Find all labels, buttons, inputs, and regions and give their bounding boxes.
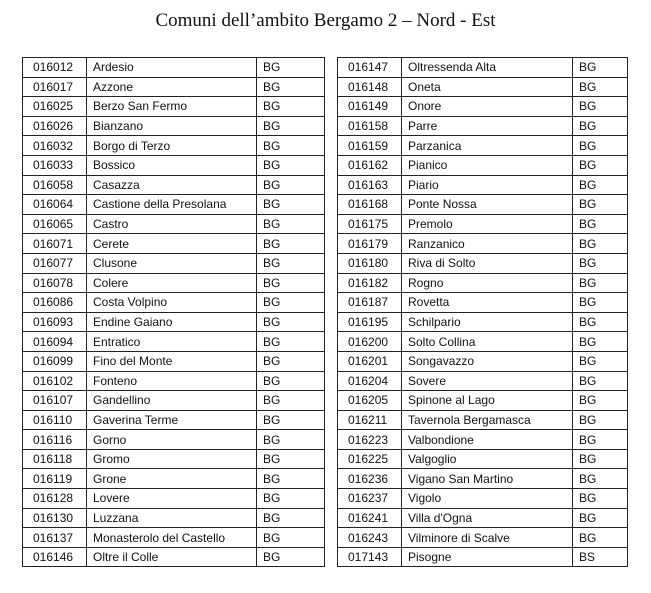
- province-code: BG: [573, 136, 628, 156]
- municipality-name: Bossico: [87, 155, 257, 175]
- municipality-name: Spinone al Lago: [402, 391, 573, 411]
- table-row: [23, 410, 325, 430]
- municipality-name: Luzzana: [87, 508, 257, 528]
- province-code: BG: [257, 214, 325, 234]
- municipality-name: Vilminore di Scalve: [402, 528, 573, 548]
- province-code: BG: [573, 175, 628, 195]
- province-code: BG: [573, 77, 628, 97]
- province-code: BG: [257, 410, 325, 430]
- table-row: [23, 97, 325, 117]
- province-code: BG: [257, 449, 325, 469]
- province-code: BG: [573, 234, 628, 254]
- municipality-name: Oltre il Colle: [87, 547, 257, 567]
- table-row: [338, 528, 628, 548]
- table-row: [338, 410, 628, 430]
- municipality-code: 017143: [338, 547, 402, 567]
- table-row: [338, 195, 628, 215]
- province-code: BG: [257, 273, 325, 293]
- table-row: [23, 293, 325, 313]
- municipality-code: 016211: [338, 410, 402, 430]
- municipality-name: Castro: [87, 214, 257, 234]
- table-row: [23, 508, 325, 528]
- municipality-code: 016204: [338, 371, 402, 391]
- province-code: BG: [573, 97, 628, 117]
- province-code: BG: [573, 116, 628, 136]
- province-code: BG: [573, 273, 628, 293]
- table-row: [338, 136, 628, 156]
- municipality-code: 016094: [23, 332, 87, 352]
- municipality-code: 016025: [23, 97, 87, 117]
- municipality-name: Ranzanico: [402, 234, 573, 254]
- table-row: [23, 449, 325, 469]
- province-code: BG: [573, 332, 628, 352]
- province-code: BG: [257, 312, 325, 332]
- municipality-name: Pisogne: [402, 547, 573, 567]
- province-code: BG: [257, 58, 325, 78]
- table-row: [23, 214, 325, 234]
- table-row: [23, 77, 325, 97]
- province-code: BG: [573, 155, 628, 175]
- municipality-code: 016130: [23, 508, 87, 528]
- municipality-name: Ponte Nossa: [402, 195, 573, 215]
- municipality-code: 016175: [338, 214, 402, 234]
- province-code: BG: [257, 508, 325, 528]
- table-row: [338, 508, 628, 528]
- municipality-name: Valbondione: [402, 430, 573, 450]
- municipality-code: 016078: [23, 273, 87, 293]
- table-row: [338, 77, 628, 97]
- table-row: [23, 195, 325, 215]
- table-row: [338, 234, 628, 254]
- province-code: BG: [573, 214, 628, 234]
- table-row: [338, 469, 628, 489]
- municipality-code: 016026: [23, 116, 87, 136]
- table-row: [23, 116, 325, 136]
- table-row: [338, 489, 628, 509]
- municipality-name: Solto Collina: [402, 332, 573, 352]
- municipality-name: Vigolo: [402, 489, 573, 509]
- municipality-code: 016236: [338, 469, 402, 489]
- province-code: BG: [573, 312, 628, 332]
- province-code: BS: [573, 547, 628, 567]
- table-row: [23, 253, 325, 273]
- municipality-name: Gaverina Terme: [87, 410, 257, 430]
- municipality-name: Grone: [87, 469, 257, 489]
- table-row: [23, 469, 325, 489]
- province-code: BG: [573, 449, 628, 469]
- table-row: [23, 547, 325, 567]
- municipality-code: 016116: [23, 430, 87, 450]
- municipality-name: Sovere: [402, 371, 573, 391]
- left-table-body: [23, 58, 325, 567]
- province-code: BG: [257, 175, 325, 195]
- municipality-code: 016241: [338, 508, 402, 528]
- municipality-name: Pianico: [402, 155, 573, 175]
- municipality-name: Cerete: [87, 234, 257, 254]
- municipality-name: Bianzano: [87, 116, 257, 136]
- municipality-name: Monasterolo del Castello: [87, 528, 257, 548]
- municipality-name: Riva di Solto: [402, 253, 573, 273]
- province-code: BG: [257, 116, 325, 136]
- province-code: BG: [573, 528, 628, 548]
- table-row: [338, 214, 628, 234]
- municipality-name: Rovetta: [402, 293, 573, 313]
- municipality-code: 016012: [23, 58, 87, 78]
- municipality-name: Songavazzo: [402, 351, 573, 371]
- province-code: BG: [257, 547, 325, 567]
- municipality-code: 016065: [23, 214, 87, 234]
- province-code: BG: [257, 430, 325, 450]
- municipality-name: Borgo di Terzo: [87, 136, 257, 156]
- municipality-code: 016099: [23, 351, 87, 371]
- table-row: [23, 332, 325, 352]
- table-row: [23, 58, 325, 78]
- table-row: [338, 253, 628, 273]
- province-code: BG: [573, 253, 628, 273]
- municipality-code: 016146: [23, 547, 87, 567]
- municipality-name: Schilpario: [402, 312, 573, 332]
- municipality-code: 016077: [23, 253, 87, 273]
- table-row: [338, 449, 628, 469]
- province-code: BG: [257, 469, 325, 489]
- province-code: BG: [257, 253, 325, 273]
- municipality-code: 016163: [338, 175, 402, 195]
- municipality-code: 016158: [338, 116, 402, 136]
- table-row: [338, 430, 628, 450]
- table-row: [338, 116, 628, 136]
- table-row: [338, 391, 628, 411]
- municipality-name: Gandellino: [87, 391, 257, 411]
- municipality-code: 016110: [23, 410, 87, 430]
- table-row: [338, 351, 628, 371]
- municipality-name: Vigano San Martino: [402, 469, 573, 489]
- municipality-name: Rogno: [402, 273, 573, 293]
- province-code: BG: [257, 293, 325, 313]
- right-table-body: [338, 58, 628, 567]
- municipality-name: Costa Volpino: [87, 293, 257, 313]
- province-code: BG: [257, 97, 325, 117]
- municipality-name: Villa d'Ogna: [402, 508, 573, 528]
- municipality-code: 016195: [338, 312, 402, 332]
- municipality-code: 016147: [338, 58, 402, 78]
- table-row: [23, 371, 325, 391]
- municipality-code: 016137: [23, 528, 87, 548]
- table-row: [338, 332, 628, 352]
- province-code: BG: [257, 489, 325, 509]
- table-row: [338, 175, 628, 195]
- province-code: BG: [573, 195, 628, 215]
- table-row: [23, 391, 325, 411]
- province-code: BG: [257, 234, 325, 254]
- municipality-code: 016205: [338, 391, 402, 411]
- table-row: [338, 371, 628, 391]
- municipality-code: 016032: [23, 136, 87, 156]
- municipality-name: Azzone: [87, 77, 257, 97]
- province-code: BG: [257, 155, 325, 175]
- table-row: [23, 234, 325, 254]
- municipality-name: Fino del Monte: [87, 351, 257, 371]
- municipality-code: 016223: [338, 430, 402, 450]
- municipality-code: 016201: [338, 351, 402, 371]
- municipality-code: 016179: [338, 234, 402, 254]
- province-code: BG: [573, 469, 628, 489]
- municipality-name: Oneta: [402, 77, 573, 97]
- province-code: BG: [573, 391, 628, 411]
- province-code: BG: [573, 410, 628, 430]
- municipality-name: Casazza: [87, 175, 257, 195]
- table-row: [338, 97, 628, 117]
- municipality-code: 016128: [23, 489, 87, 509]
- municipality-name: Clusone: [87, 253, 257, 273]
- municipality-name: Castione della Presolana: [87, 195, 257, 215]
- municipality-code: 016182: [338, 273, 402, 293]
- table-row: [338, 547, 628, 567]
- municipality-name: Endine Gaiano: [87, 312, 257, 332]
- table-row: [23, 175, 325, 195]
- municipality-name: Onore: [402, 97, 573, 117]
- municipality-name: Colere: [87, 273, 257, 293]
- left-municipality-table: [22, 57, 325, 567]
- province-code: BG: [257, 351, 325, 371]
- municipality-code: 016093: [23, 312, 87, 332]
- municipality-code: 016058: [23, 175, 87, 195]
- table-row: [338, 155, 628, 175]
- municipality-name: Premolo: [402, 214, 573, 234]
- municipality-name: Tavernola Bergamasca: [402, 410, 573, 430]
- table-row: [23, 312, 325, 332]
- table-row: [23, 273, 325, 293]
- table-row: [23, 351, 325, 371]
- municipality-code: 016225: [338, 449, 402, 469]
- table-row: [338, 273, 628, 293]
- municipality-name: Berzo San Fermo: [87, 97, 257, 117]
- municipality-code: 016033: [23, 155, 87, 175]
- province-code: BG: [573, 489, 628, 509]
- municipality-name: Gorno: [87, 430, 257, 450]
- municipality-name: Ardesio: [87, 58, 257, 78]
- table-row: [23, 136, 325, 156]
- municipality-name: Parzanica: [402, 136, 573, 156]
- municipality-code: 016168: [338, 195, 402, 215]
- municipality-code: 016159: [338, 136, 402, 156]
- province-code: BG: [257, 77, 325, 97]
- municipality-name: Fonteno: [87, 371, 257, 391]
- table-row: [23, 489, 325, 509]
- municipality-code: 016187: [338, 293, 402, 313]
- municipality-name: Gromo: [87, 449, 257, 469]
- table-row: [338, 312, 628, 332]
- municipality-name: Parre: [402, 116, 573, 136]
- province-code: BG: [573, 508, 628, 528]
- municipality-name: Valgoglio: [402, 449, 573, 469]
- municipality-code: 016064: [23, 195, 87, 215]
- municipality-code: 016148: [338, 77, 402, 97]
- table-row: [338, 293, 628, 313]
- municipality-name: Oltressenda Alta: [402, 58, 573, 78]
- province-code: BG: [573, 371, 628, 391]
- municipality-code: 016102: [23, 371, 87, 391]
- table-row: [338, 58, 628, 78]
- province-code: BG: [257, 136, 325, 156]
- municipality-code: 016119: [23, 469, 87, 489]
- municipality-code: 016237: [338, 489, 402, 509]
- municipality-code: 016118: [23, 449, 87, 469]
- province-code: BG: [573, 430, 628, 450]
- province-code: BG: [257, 528, 325, 548]
- municipality-code: 016200: [338, 332, 402, 352]
- province-code: BG: [257, 195, 325, 215]
- province-code: BG: [573, 293, 628, 313]
- page-title: Comuni dell’ambito Bergamo 2 – Nord - Est: [155, 10, 496, 31]
- province-code: BG: [573, 58, 628, 78]
- province-code: BG: [573, 351, 628, 371]
- municipality-code: 016149: [338, 97, 402, 117]
- municipality-code: 016017: [23, 77, 87, 97]
- table-row: [23, 155, 325, 175]
- municipality-code: 016162: [338, 155, 402, 175]
- municipality-code: 016180: [338, 253, 402, 273]
- province-code: BG: [257, 332, 325, 352]
- municipality-code: 016071: [23, 234, 87, 254]
- municipality-code: 016086: [23, 293, 87, 313]
- municipality-name: Entratico: [87, 332, 257, 352]
- right-municipality-table: [337, 57, 628, 567]
- municipality-code: 016243: [338, 528, 402, 548]
- municipality-name: Lovere: [87, 489, 257, 509]
- table-row: [23, 528, 325, 548]
- table-row: [23, 430, 325, 450]
- province-code: BG: [257, 391, 325, 411]
- province-code: BG: [257, 371, 325, 391]
- municipality-name: Piario: [402, 175, 573, 195]
- municipality-code: 016107: [23, 391, 87, 411]
